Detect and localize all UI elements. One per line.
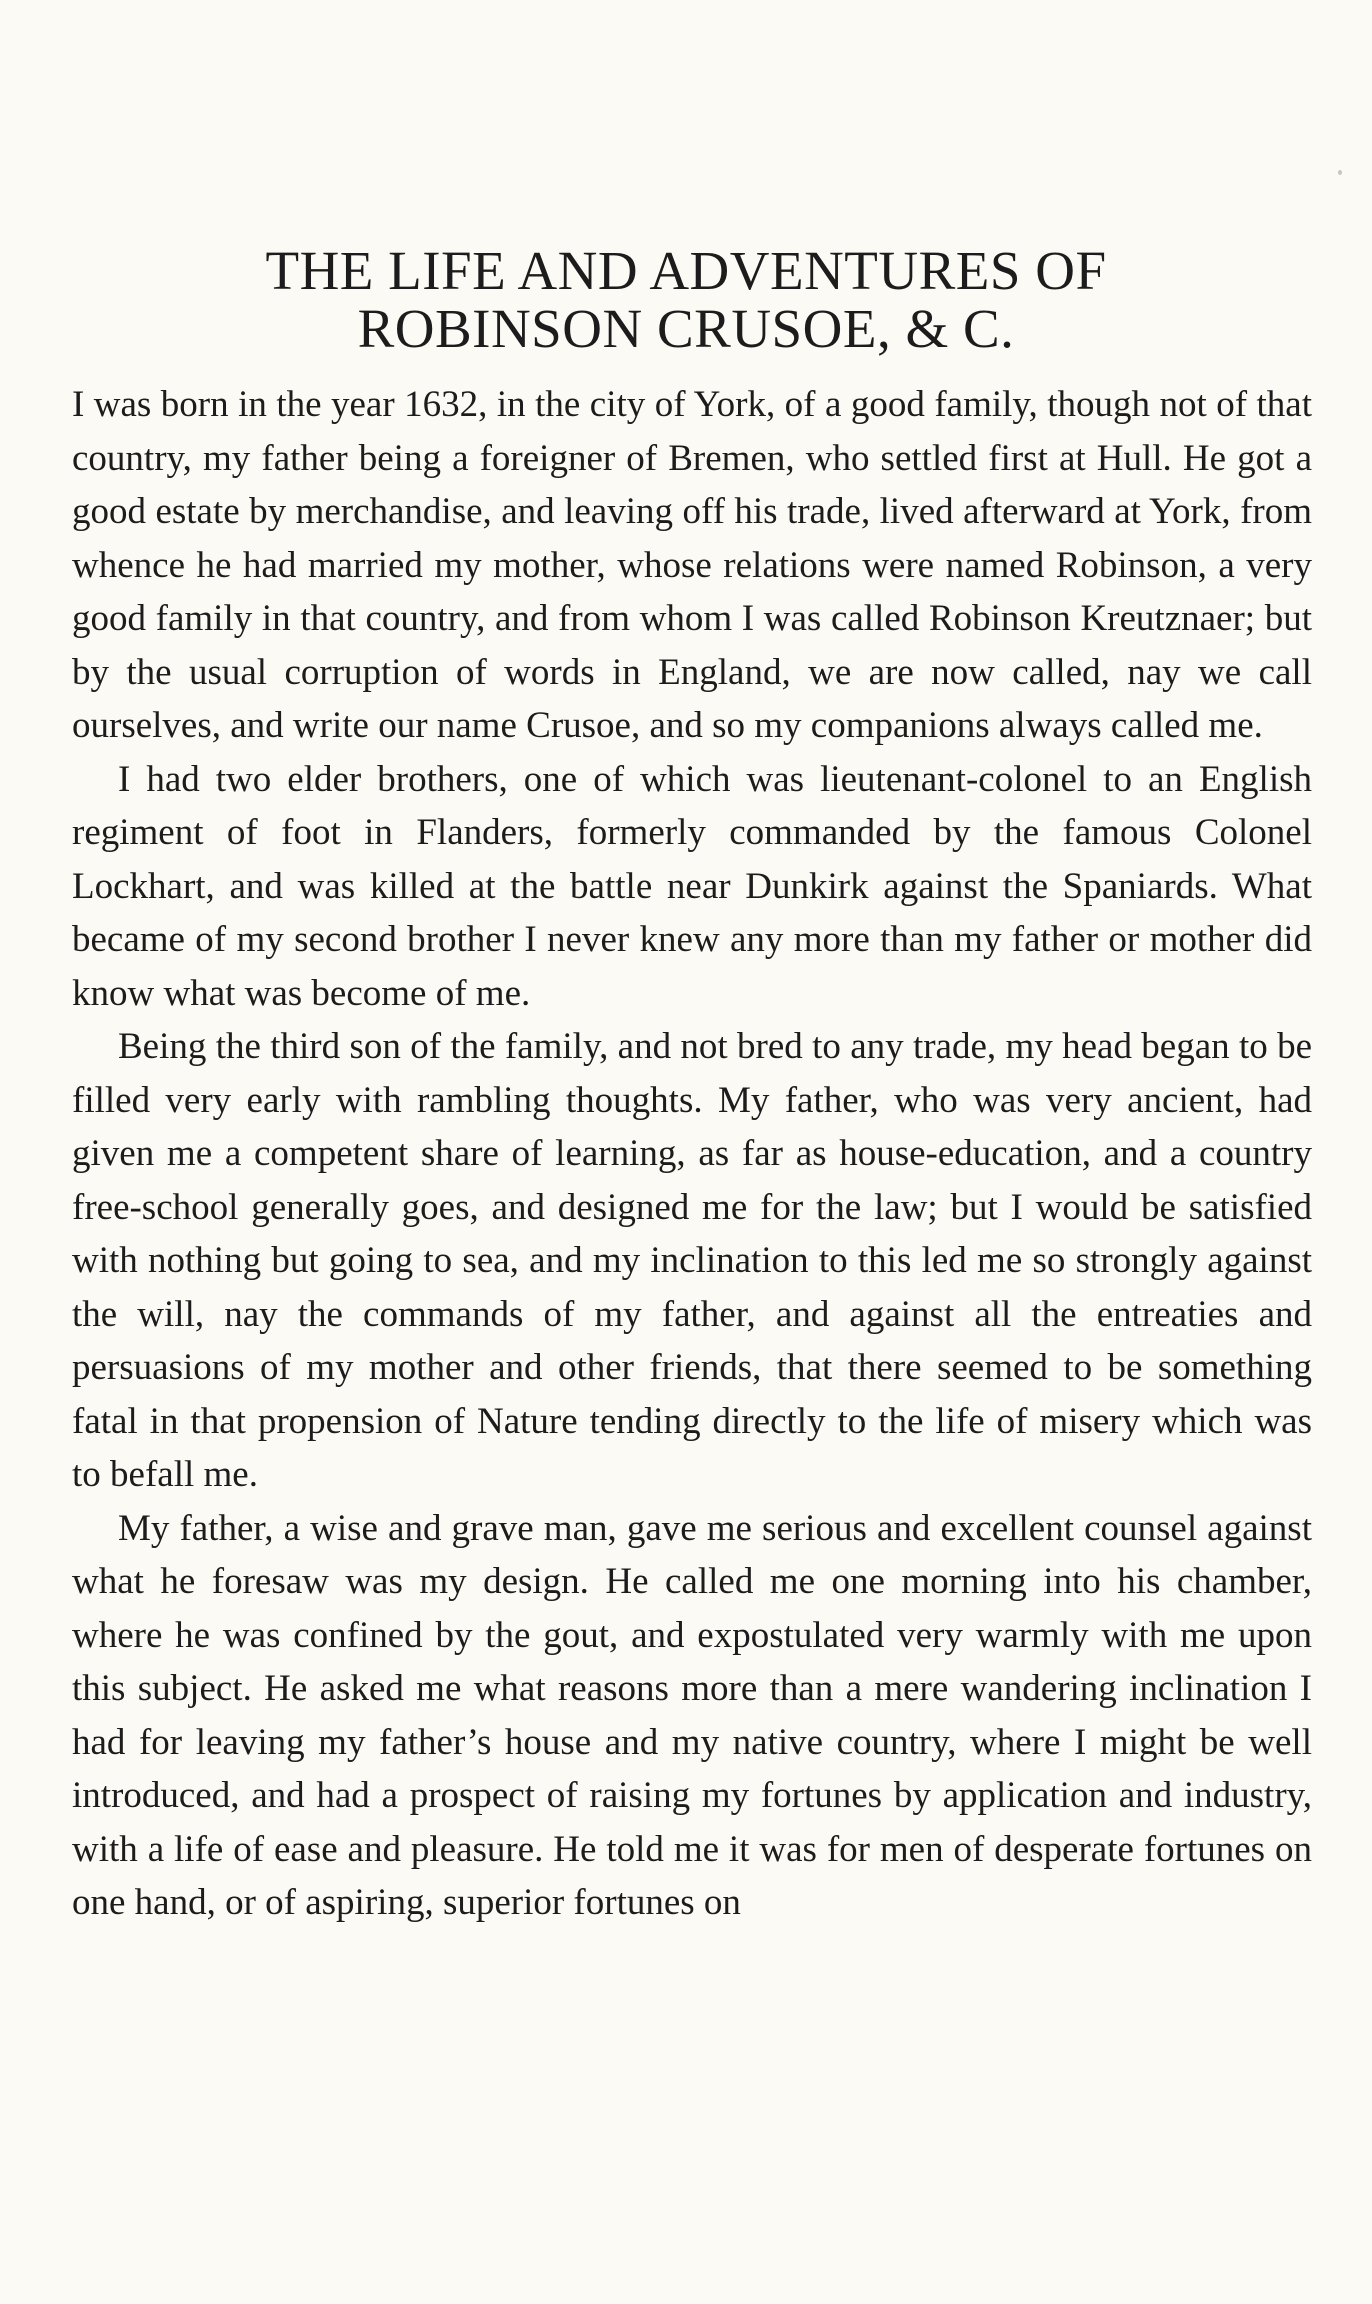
paper-speck (1338, 170, 1342, 175)
chapter-title-line-1: THE LIFE AND ADVENTURES OF (265, 239, 1107, 301)
paragraph-1: I was born in the year 1632, in the city of York, of a good family, though not of that country, my father being a foreigner of Bremen, who settled first at Hull. He got a good estate by merchandise, and leaving off his trade, lived afterward at York, from whence he had married my mother, whose relations were named Robinson, a very good family in that country, and from whom I was called Robinson Kreutznaer; but by the usual corruption of words in England, we are now called, nay we call ourselves, and write our name Crusoe, and so my companions always called me. (72, 384, 1312, 746)
paragraph-2: I had two elder brothers, one of which was lieutenant-colonel to an English regiment of foot in Flanders, formerly commanded by the famous Colonel Lockhart, and was killed at the battle near Dunkirk against the Spaniards. What became of my second brother I never knew any more than my father or mother did know what was become of me. (72, 758, 1312, 1014)
paragraph-4: My father, a wise and grave man, gave me serious and excellent counsel against what he foresaw was my design. He called me one morning into his chamber, where he was confined by the gout, and expostulated very warmly with me upon this subject. He asked me what reasons more than a mere wandering inclination I had for leaving my father’s house and my native country, where I might be well introduced, and had a prospect of raising my fortunes by application and industry, with a life of ease and pleasure. He told me it was for men of desperate fortunes on one hand, or of aspiring, superior fortunes on (72, 1507, 1312, 1923)
chapter-title (0, 239, 1372, 359)
chapter-title-line-2: ROBINSON CRUSOE, & C. (357, 297, 1015, 359)
paragraph-3: Being the third son of the family, and not bred to any trade, my head began to be filled very early with rambling thoughts. My father, who was very ancient, had given me a competent share of learning, as far as house-education, and a country free-school generally goes, and designed me for the law; but I would be satisfied with nothing but going to sea, and my inclination to this led me so strongly against the will, nay the commands of my father, and against all the entreaties and persuasions of my mother and other friends, that there seemed to be something fatal in that propension of Nature tending directly to the life of misery which was to befall me. (72, 1026, 1312, 1495)
body-text (72, 378, 1312, 1930)
